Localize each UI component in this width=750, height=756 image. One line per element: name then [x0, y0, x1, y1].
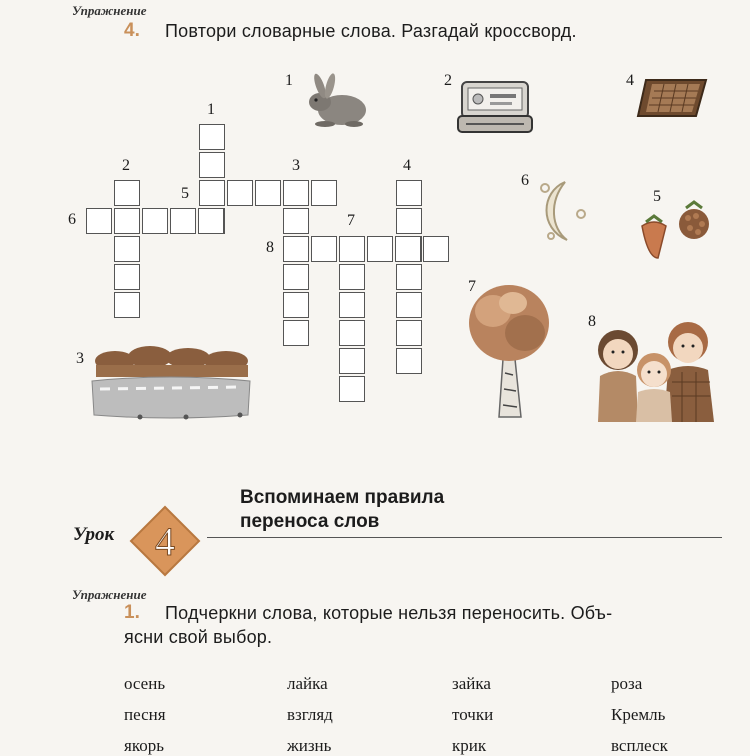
- clue-number: 6: [68, 211, 76, 228]
- exercise-number: 1.: [124, 602, 140, 623]
- clue-number: 4: [403, 157, 411, 174]
- crossword-cell: [142, 208, 168, 234]
- word-item: якорь: [124, 736, 164, 755]
- picture-label: 8: [588, 313, 596, 330]
- moon-icon: [535, 178, 591, 246]
- lesson-title-line1: Вспоминаем правила: [240, 487, 445, 508]
- lesson-number: 4: [155, 519, 175, 564]
- crossword-cell: [283, 264, 309, 290]
- crossword-cell: [114, 292, 140, 318]
- crossword-cell: [396, 348, 422, 374]
- word-item: осень: [124, 674, 166, 693]
- picture-label: 4: [626, 72, 634, 89]
- crossword-cell: [423, 236, 449, 262]
- family-icon: [592, 316, 720, 426]
- crossword-cell: [283, 292, 309, 318]
- crossword-cell: [396, 208, 422, 234]
- word-item: жизнь: [287, 736, 332, 755]
- crossword-cell: [396, 320, 422, 346]
- tree-icon: [463, 281, 555, 421]
- pencil-case-icon: [456, 72, 536, 138]
- lesson-word: Урок: [73, 524, 115, 545]
- picture-label: 1: [285, 72, 293, 89]
- crossword-cell: [339, 292, 365, 318]
- notebook-icon: [636, 72, 714, 122]
- exercise-label: Упражнение: [72, 587, 147, 602]
- crossword-cell: [114, 208, 140, 234]
- lesson-rule: [207, 537, 722, 538]
- crossword-cell: [114, 236, 140, 262]
- crossword-cell: [227, 180, 253, 206]
- exercise-label: Упражнение: [72, 3, 147, 18]
- clue-number: 5: [181, 185, 189, 202]
- crossword-cell: [339, 236, 365, 262]
- exercise-number: 4.: [124, 20, 140, 41]
- word-item: зайка: [452, 674, 491, 693]
- crossword-cell: [114, 264, 140, 290]
- crossword-cell: [198, 208, 224, 234]
- crossword-cell: [283, 208, 309, 234]
- exercise-instruction-line1: Подчеркни слова, которые нельзя переносить. Объ-: [165, 603, 613, 623]
- crossword-cell: [170, 208, 196, 234]
- crossword-cell: [396, 264, 422, 290]
- crossword-cell: [367, 236, 393, 262]
- crossword-cell: [311, 236, 337, 262]
- lesson-title-line2: переноса слов: [240, 511, 380, 532]
- crossword-cell: [339, 264, 365, 290]
- crossword-cell: [255, 180, 281, 206]
- crossword-cell: [283, 320, 309, 346]
- picture-label: 2: [444, 72, 452, 89]
- picture-label: 6: [521, 172, 529, 189]
- word-item: роза: [611, 674, 643, 693]
- crossword-cell: [311, 180, 337, 206]
- word-item: песня: [124, 705, 166, 724]
- lesson-badge: [130, 506, 200, 576]
- picture-label: 3: [76, 350, 84, 367]
- picture-label: 7: [468, 278, 476, 295]
- word-item: крик: [452, 736, 487, 755]
- word-item: взгляд: [287, 705, 333, 724]
- word-item: всплеск: [611, 736, 668, 755]
- word-item: Кремль: [611, 705, 666, 724]
- clue-number: 2: [122, 157, 130, 174]
- crossword-cell: [86, 208, 112, 234]
- crossword-cell: [283, 180, 309, 206]
- crossword-cell: [199, 124, 225, 150]
- rabbit-icon: [292, 70, 377, 130]
- clue-number: 1: [207, 101, 215, 118]
- clue-number: 8: [266, 239, 274, 256]
- crossword-cell: [339, 348, 365, 374]
- picture-label: 5: [653, 188, 661, 205]
- crossword-cell: [396, 292, 422, 318]
- crossword-cell: [395, 236, 421, 262]
- word-item: лайка: [287, 674, 328, 693]
- clue-number: 7: [347, 212, 355, 229]
- crossword-cell: [199, 152, 225, 178]
- road-icon: [90, 343, 255, 423]
- exercise-instruction: Повтори словарные слова. Разгадай кроссворд.: [165, 21, 577, 41]
- berries-icon: [636, 196, 716, 262]
- crossword-cell: [339, 320, 365, 346]
- word-item: точки: [452, 705, 494, 724]
- crossword-cell: [283, 236, 309, 262]
- crossword-cell: [339, 376, 365, 402]
- crossword-cell: [114, 180, 140, 206]
- crossword-cell: [396, 180, 422, 206]
- clue-number: 3: [292, 157, 300, 174]
- exercise-instruction-line2: ясни свой выбор.: [124, 627, 273, 647]
- crossword-cell: [199, 180, 225, 206]
